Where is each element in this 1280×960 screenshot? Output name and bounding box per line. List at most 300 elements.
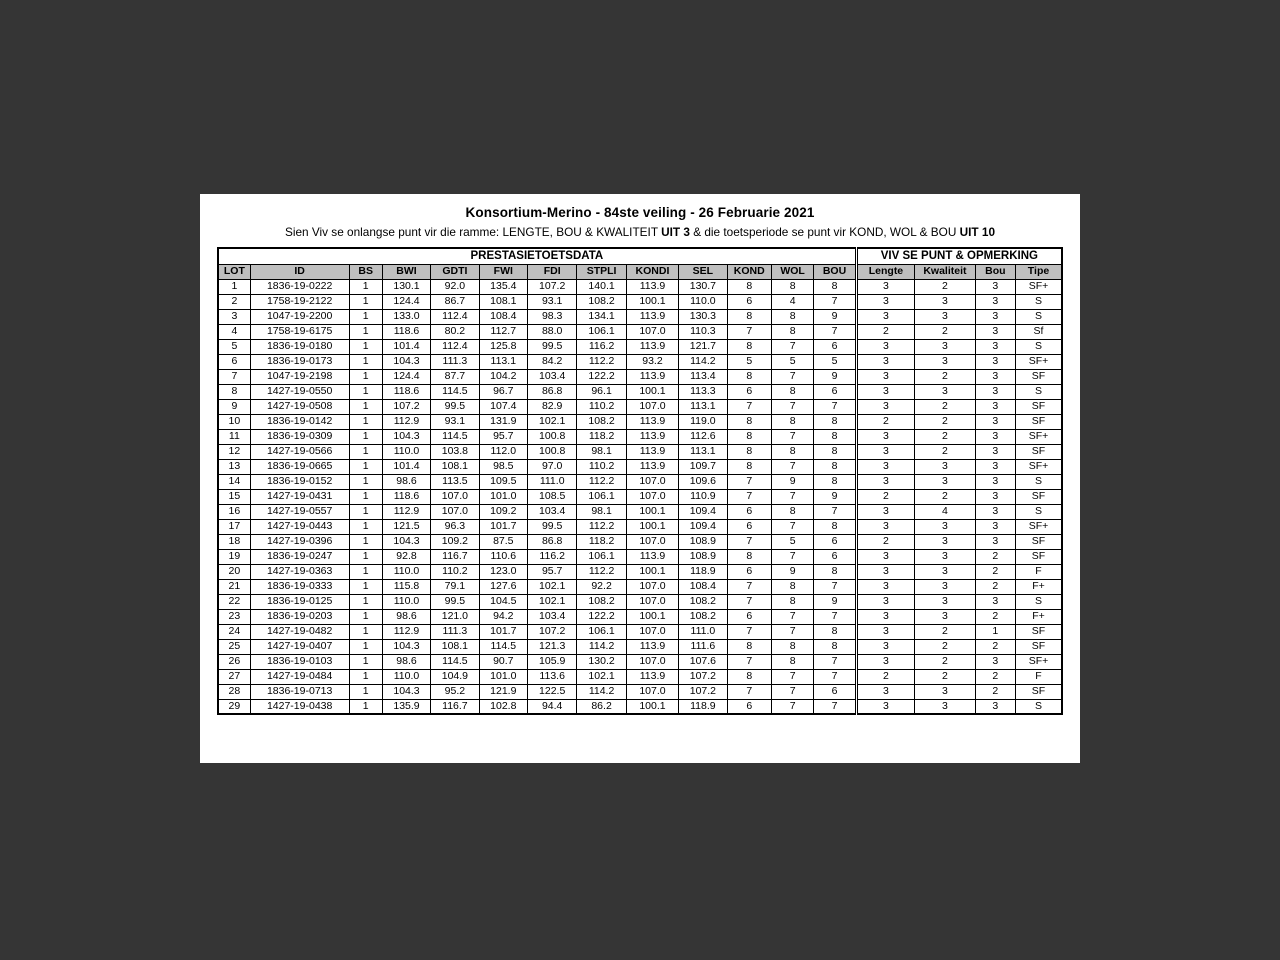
table-cell: 135.4 [479, 279, 527, 294]
table-cell: 112.6 [679, 429, 727, 444]
table-cell: 3 [975, 399, 1015, 414]
table-cell: 3 [915, 459, 975, 474]
table-cell: S [1016, 384, 1063, 399]
table-cell: 3 [975, 654, 1015, 669]
table-cell: 6 [218, 354, 250, 369]
table-cell: 107.0 [626, 474, 678, 489]
table-cell: 86.8 [527, 384, 576, 399]
table-cell: 7 [771, 609, 813, 624]
table-cell: 98.1 [577, 504, 626, 519]
table-cell: 130.2 [577, 654, 626, 669]
table-cell: 108.2 [577, 414, 626, 429]
table-cell: 92.2 [577, 579, 626, 594]
table-cell: 110.2 [577, 399, 626, 414]
table-cell: 16 [218, 504, 250, 519]
table-cell: 2 [975, 669, 1015, 684]
table-cell: 110.0 [382, 444, 430, 459]
table-cell: 108.4 [679, 579, 727, 594]
table-cell: 1836-19-0203 [250, 609, 349, 624]
table-row [218, 579, 1062, 594]
table-row [218, 459, 1062, 474]
table-cell: 3 [915, 384, 975, 399]
table-cell: 111.3 [431, 354, 479, 369]
table-cell: 6 [814, 549, 856, 564]
table-row [218, 684, 1062, 699]
table-cell: 14 [218, 474, 250, 489]
table-cell: 113.9 [626, 414, 678, 429]
table-cell: 102.8 [479, 699, 527, 714]
table-row [218, 549, 1062, 564]
table-cell: 3 [915, 519, 975, 534]
table-cell: 124.4 [382, 294, 430, 309]
table-cell: 1836-19-0665 [250, 459, 349, 474]
table-cell: 8 [771, 654, 813, 669]
table-cell: 25 [218, 639, 250, 654]
table-cell: 109.4 [679, 504, 727, 519]
table-cell: 107.0 [431, 489, 479, 504]
subtitle-bold-uit10: UIT 10 [959, 225, 996, 239]
table-cell: 110.0 [679, 294, 727, 309]
table-cell: 116.2 [577, 339, 626, 354]
table-cell: 1 [349, 384, 382, 399]
table-cell: F [1016, 564, 1063, 579]
table-cell: 7 [771, 489, 813, 504]
table-cell: 7 [814, 669, 856, 684]
table-cell: 13 [218, 459, 250, 474]
table-cell: 2 [856, 324, 914, 339]
table-cell: 7 [727, 654, 771, 669]
table-cell: SF [1016, 489, 1063, 504]
table-cell: SF [1016, 639, 1063, 654]
table-cell: 8 [727, 339, 771, 354]
table-cell: 1427-19-0484 [250, 669, 349, 684]
table-cell: 2 [915, 654, 975, 669]
table-cell: 8 [771, 279, 813, 294]
table-cell: 140.1 [577, 279, 626, 294]
page-subtitle [200, 225, 1080, 239]
table-cell: 3 [856, 429, 914, 444]
table-cell: 1 [349, 429, 382, 444]
table-cell: 1 [349, 624, 382, 639]
table-cell: 3 [856, 474, 914, 489]
table-cell: 1427-19-0566 [250, 444, 349, 459]
table-row [218, 609, 1062, 624]
table-cell: F+ [1016, 579, 1063, 594]
table-cell: 112.9 [382, 414, 430, 429]
table-cell: F+ [1016, 609, 1063, 624]
table-cell: 98.6 [382, 474, 430, 489]
table-cell: 123.0 [479, 564, 527, 579]
table-cell: 114.5 [431, 429, 479, 444]
table-cell: 6 [814, 384, 856, 399]
table-cell: 1 [349, 684, 382, 699]
table-cell: 108.1 [431, 459, 479, 474]
table-cell: 1427-19-0396 [250, 534, 349, 549]
table-cell: 86.7 [431, 294, 479, 309]
table-cell: 113.9 [626, 339, 678, 354]
table-cell: 104.9 [431, 669, 479, 684]
table-cell: 94.2 [479, 609, 527, 624]
table-cell: 110.2 [431, 564, 479, 579]
table-cell: 122.2 [577, 609, 626, 624]
table-cell: 3 [856, 609, 914, 624]
table-cell: 107.0 [626, 684, 678, 699]
table-cell: 1836-19-0142 [250, 414, 349, 429]
table-cell: 1 [349, 609, 382, 624]
table-cell: 7 [814, 654, 856, 669]
table-cell: 1427-19-0557 [250, 504, 349, 519]
table-cell: 113.9 [626, 309, 678, 324]
table-cell: 113.9 [626, 639, 678, 654]
table-cell: 3 [915, 354, 975, 369]
table-cell: 8 [814, 624, 856, 639]
table-cell: 1836-19-0180 [250, 339, 349, 354]
table-cell: 7 [771, 369, 813, 384]
table-cell: 100.1 [626, 294, 678, 309]
table-cell: SF [1016, 414, 1063, 429]
table-cell: 3 [975, 474, 1015, 489]
table-cell: 1758-19-2122 [250, 294, 349, 309]
table-cell: 2 [975, 549, 1015, 564]
table-cell: 2 [915, 399, 975, 414]
table-row [218, 474, 1062, 489]
table-cell: 80.2 [431, 324, 479, 339]
table-cell: 116.2 [527, 549, 576, 564]
group-header-prestasietoetsdata: PRESTASIETOETSDATA [218, 248, 856, 264]
table-cell: S [1016, 474, 1063, 489]
table-cell: 1427-19-0438 [250, 699, 349, 714]
table-cell: 7 [814, 504, 856, 519]
table-cell: 3 [975, 339, 1015, 354]
table-cell: 3 [975, 459, 1015, 474]
table-cell: 24 [218, 624, 250, 639]
table-cell: 113.1 [479, 354, 527, 369]
table-cell: 112.2 [577, 474, 626, 489]
table-cell: F [1016, 669, 1063, 684]
table-cell: 7 [771, 429, 813, 444]
table-cell: 100.8 [527, 429, 576, 444]
table-cell: 2 [915, 429, 975, 444]
table-cell: SF [1016, 444, 1063, 459]
table-cell: 101.4 [382, 339, 430, 354]
subtitle-text-2: & die toetsperiode se punt vir KOND, WOL & BOU [689, 225, 960, 239]
table-row [218, 534, 1062, 549]
table-cell: 8 [727, 549, 771, 564]
table-cell: Sf [1016, 324, 1063, 339]
table-body [218, 279, 1062, 714]
table-cell: 9 [218, 399, 250, 414]
table-cell: 3 [856, 579, 914, 594]
table-cell: 1758-19-6175 [250, 324, 349, 339]
table-cell: 3 [856, 639, 914, 654]
table-cell: 3 [856, 384, 914, 399]
table-cell: 8 [814, 474, 856, 489]
table-cell: 100.1 [626, 519, 678, 534]
table-cell: 7 [727, 594, 771, 609]
table-cell: 101.4 [382, 459, 430, 474]
table-cell: 1836-19-0103 [250, 654, 349, 669]
table-cell: 113.5 [431, 474, 479, 489]
table-cell: 127.6 [479, 579, 527, 594]
table-cell: 118.2 [577, 429, 626, 444]
table-cell: 1 [349, 369, 382, 384]
table-cell: 108.2 [577, 594, 626, 609]
table-cell: 107.0 [626, 489, 678, 504]
table-cell: 2 [856, 414, 914, 429]
table-cell: 3 [915, 564, 975, 579]
table-cell: 112.4 [431, 339, 479, 354]
table-cell: 109.4 [679, 519, 727, 534]
table-cell: 134.1 [577, 309, 626, 324]
table-cell: 7 [771, 459, 813, 474]
table-cell: 3 [856, 399, 914, 414]
table-cell: 1836-19-0125 [250, 594, 349, 609]
table-cell: 7 [727, 324, 771, 339]
table-cell: 109.5 [479, 474, 527, 489]
table-row [218, 444, 1062, 459]
table-cell: 2 [856, 534, 914, 549]
table-cell: 1 [349, 399, 382, 414]
table-cell: 121.9 [479, 684, 527, 699]
table-cell: 118.9 [679, 699, 727, 714]
table-cell: 113.9 [626, 279, 678, 294]
table-cell: 6 [727, 384, 771, 399]
table-cell: 87.7 [431, 369, 479, 384]
column-header-kondi: KONDI [626, 264, 678, 279]
table-cell: 1 [975, 624, 1015, 639]
column-header-lot: LOT [218, 264, 250, 279]
table-cell: 104.3 [382, 534, 430, 549]
table-cell: 3 [218, 309, 250, 324]
table-cell: 3 [915, 294, 975, 309]
table-cell: 2 [915, 669, 975, 684]
table-cell: 7 [814, 399, 856, 414]
table-cell: 107.0 [626, 534, 678, 549]
table-cell: 118.6 [382, 489, 430, 504]
table-cell: 107.0 [626, 624, 678, 639]
table-cell: 93.2 [626, 354, 678, 369]
table-cell: 3 [975, 534, 1015, 549]
table-cell: 98.3 [527, 309, 576, 324]
table-cell: 84.2 [527, 354, 576, 369]
table-cell: S [1016, 294, 1063, 309]
column-header-lengte: Lengte [856, 264, 914, 279]
table-cell: 95.2 [431, 684, 479, 699]
table-cell: 7 [771, 519, 813, 534]
column-header-bwi: BWI [382, 264, 430, 279]
table-cell: 100.1 [626, 699, 678, 714]
table-cell: 100.1 [626, 504, 678, 519]
table-cell: 113.9 [626, 669, 678, 684]
table-cell: 3 [975, 594, 1015, 609]
table-row [218, 324, 1062, 339]
table-cell: 3 [856, 699, 914, 714]
table-cell: 8 [727, 429, 771, 444]
table-cell: 3 [856, 594, 914, 609]
table-cell: 1 [349, 279, 382, 294]
table-cell: 107.2 [679, 684, 727, 699]
table-cell: 8 [771, 504, 813, 519]
table-cell: 1836-19-0333 [250, 579, 349, 594]
table-cell: 8 [814, 564, 856, 579]
table-cell: 7 [771, 669, 813, 684]
table-cell: 8 [727, 309, 771, 324]
table-cell: 1 [349, 444, 382, 459]
table-cell: 118.6 [382, 324, 430, 339]
table-cell: 3 [915, 699, 975, 714]
table-cell: 3 [975, 699, 1015, 714]
table-cell: 1 [349, 294, 382, 309]
table-cell: 9 [814, 369, 856, 384]
table-cell: 102.1 [527, 414, 576, 429]
table-cell: 111.6 [679, 639, 727, 654]
column-header-fdi: FDI [527, 264, 576, 279]
table-cell: 2 [915, 369, 975, 384]
table-cell: 104.2 [479, 369, 527, 384]
table-cell: 17 [218, 519, 250, 534]
table-cell: 113.9 [626, 429, 678, 444]
table-cell: 1836-19-0309 [250, 429, 349, 444]
table-cell: 3 [975, 324, 1015, 339]
table-cell: 2 [975, 639, 1015, 654]
table-cell: 104.3 [382, 354, 430, 369]
table-cell: 3 [856, 444, 914, 459]
table-cell: 7 [814, 324, 856, 339]
table-row [218, 369, 1062, 384]
table-cell: 107.2 [527, 279, 576, 294]
table-cell: 28 [218, 684, 250, 699]
table-cell: 6 [727, 609, 771, 624]
table-cell: 1047-19-2200 [250, 309, 349, 324]
table-cell: 130.7 [679, 279, 727, 294]
table-cell: 118.2 [577, 534, 626, 549]
table-cell: 107.0 [626, 324, 678, 339]
table-cell: 6 [727, 294, 771, 309]
table-cell: 8 [727, 669, 771, 684]
table-cell: 110.0 [382, 594, 430, 609]
table-cell: 4 [218, 324, 250, 339]
table-cell: 2 [915, 414, 975, 429]
table-cell: 3 [856, 309, 914, 324]
table-cell: 1 [349, 339, 382, 354]
table-cell: 7 [218, 369, 250, 384]
table-cell: 2 [975, 564, 1015, 579]
table-cell: 3 [856, 354, 914, 369]
table-cell: 11 [218, 429, 250, 444]
table-cell: 93.1 [431, 414, 479, 429]
table-cell: 7 [727, 534, 771, 549]
table-cell: 111.3 [431, 624, 479, 639]
table-cell: 100.1 [626, 564, 678, 579]
table-cell: 2 [915, 624, 975, 639]
table-cell: 3 [915, 594, 975, 609]
table-cell: 96.7 [479, 384, 527, 399]
table-cell: 115.8 [382, 579, 430, 594]
table-cell: 102.1 [577, 669, 626, 684]
table-cell: 18 [218, 534, 250, 549]
table-cell: 104.3 [382, 429, 430, 444]
table-cell: 135.9 [382, 699, 430, 714]
table-cell: 99.5 [431, 399, 479, 414]
table-cell: 113.4 [679, 369, 727, 384]
table-cell: 7 [814, 699, 856, 714]
table-cell: 114.2 [679, 354, 727, 369]
table-cell: 3 [856, 519, 914, 534]
table-cell: 1427-19-0443 [250, 519, 349, 534]
table-cell: 3 [856, 339, 914, 354]
table-cell: 7 [727, 579, 771, 594]
table-cell: 111.0 [679, 624, 727, 639]
table-cell: SF [1016, 549, 1063, 564]
table-cell: 101.0 [479, 669, 527, 684]
table-cell: 119.0 [679, 414, 727, 429]
table-cell: 96.3 [431, 519, 479, 534]
table-cell: 8 [814, 459, 856, 474]
table-cell: 133.0 [382, 309, 430, 324]
table-cell: 19 [218, 549, 250, 564]
table-cell: S [1016, 699, 1063, 714]
table-cell: 107.0 [431, 504, 479, 519]
table-cell: 3 [856, 279, 914, 294]
table-cell: 1427-19-0482 [250, 624, 349, 639]
table-cell: 107.0 [626, 399, 678, 414]
table-cell: 27 [218, 669, 250, 684]
table-cell: 5 [218, 339, 250, 354]
document-page [200, 194, 1080, 763]
table-cell: 108.4 [479, 309, 527, 324]
subtitle-text-1: Sien Viv se onlangse punt vir die ramme: LENGTE, BOU & KWALITEIT [284, 225, 662, 239]
table-cell: 3 [915, 549, 975, 564]
table-cell: 23 [218, 609, 250, 624]
table-cell: 130.1 [382, 279, 430, 294]
table-cell: S [1016, 594, 1063, 609]
table-cell: 3 [975, 294, 1015, 309]
table-cell: 9 [771, 564, 813, 579]
table-cell: 94.4 [527, 699, 576, 714]
column-header-row [218, 264, 1062, 279]
table-cell: 7 [771, 339, 813, 354]
table-cell: 1 [349, 654, 382, 669]
table-cell: 93.1 [527, 294, 576, 309]
table-cell: 7 [727, 684, 771, 699]
table-cell: 3 [975, 279, 1015, 294]
table-cell: 86.2 [577, 699, 626, 714]
table-cell: 130.3 [679, 309, 727, 324]
table-cell: 108.9 [679, 549, 727, 564]
table-cell: 104.3 [382, 684, 430, 699]
table-cell: 7 [814, 609, 856, 624]
table-cell: 112.2 [577, 564, 626, 579]
table-cell: 8 [771, 384, 813, 399]
table-cell: 98.6 [382, 654, 430, 669]
table-cell: 8 [771, 309, 813, 324]
table-cell: 6 [814, 339, 856, 354]
table-cell: 1 [349, 504, 382, 519]
table-cell: 7 [771, 699, 813, 714]
table-cell: 108.2 [577, 294, 626, 309]
table-cell: 116.7 [431, 699, 479, 714]
table-cell: 9 [814, 309, 856, 324]
table-cell: 107.0 [626, 654, 678, 669]
table-cell: 1427-19-0407 [250, 639, 349, 654]
page-title: Konsortium-Merino - 84ste veiling - 26 Februarie 2021 [465, 205, 815, 220]
table-cell: SF [1016, 369, 1063, 384]
table-cell: 3 [915, 684, 975, 699]
table-cell: 3 [975, 489, 1015, 504]
table-cell: 3 [975, 429, 1015, 444]
table-cell: 99.5 [431, 594, 479, 609]
table-row [218, 399, 1062, 414]
